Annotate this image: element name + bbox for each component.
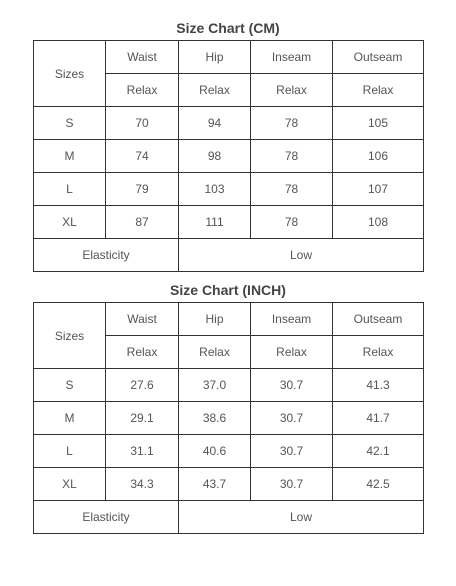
table-cell: 31.1 [106, 435, 179, 468]
column-header: Waist [106, 41, 179, 74]
table-row [34, 107, 424, 140]
column-header: Waist [106, 303, 179, 336]
fit-cell: Relax [179, 336, 251, 369]
table-cell: 30.7 [251, 402, 333, 435]
elasticity-value: Low [179, 239, 424, 272]
table-cell: 106 [333, 140, 424, 173]
table-cell: 98 [179, 140, 251, 173]
table-row [34, 173, 424, 206]
table-cell: 107 [333, 173, 424, 206]
table-row [34, 435, 424, 468]
fit-cell: Relax [333, 74, 424, 107]
table-row [34, 140, 424, 173]
sizes-header: Sizes [34, 303, 106, 369]
table-cell: 27.6 [106, 369, 179, 402]
elasticity-row [34, 501, 424, 534]
table-cell: 37.0 [179, 369, 251, 402]
table-cell: 70 [106, 107, 179, 140]
elasticity-row [34, 239, 424, 272]
fit-cell: Relax [106, 74, 179, 107]
size-label: M [34, 402, 106, 435]
column-header: Hip [179, 303, 251, 336]
table-cell: 108 [333, 206, 424, 239]
fit-cell: Relax [179, 74, 251, 107]
column-header: Inseam [251, 303, 333, 336]
table-cell: 30.7 [251, 468, 333, 501]
size-label: XL [34, 206, 106, 239]
sizes-header: Sizes [34, 41, 106, 107]
table-cell: 79 [106, 173, 179, 206]
size-label: L [34, 435, 106, 468]
table-row [34, 402, 424, 435]
table-cell: 38.6 [179, 402, 251, 435]
table-cell: 111 [179, 206, 251, 239]
fit-cell: Relax [251, 336, 333, 369]
size-chart-cm-title: Size Chart (CM) [176, 20, 280, 36]
fit-cell: Relax [333, 336, 424, 369]
table-cell: 29.1 [106, 402, 179, 435]
table-cell: 42.5 [333, 468, 424, 501]
fit-cell: Relax [251, 74, 333, 107]
table-cell: 78 [251, 107, 333, 140]
header-row [34, 303, 424, 336]
column-header: Hip [179, 41, 251, 74]
table-cell: 40.6 [179, 435, 251, 468]
size-chart-inch-table [33, 302, 424, 534]
table-cell: 87 [106, 206, 179, 239]
table-cell: 78 [251, 173, 333, 206]
size-label: S [34, 107, 106, 140]
size-label: XL [34, 468, 106, 501]
table-cell: 78 [251, 140, 333, 173]
table-cell: 30.7 [251, 369, 333, 402]
table-cell: 41.3 [333, 369, 424, 402]
table-row [34, 468, 424, 501]
table-row [34, 369, 424, 402]
size-label: M [34, 140, 106, 173]
column-header: Inseam [251, 41, 333, 74]
elasticity-value: Low [179, 501, 424, 534]
table-cell: 94 [179, 107, 251, 140]
column-header: Outseam [333, 41, 424, 74]
table-cell: 78 [251, 206, 333, 239]
table-cell: 42.1 [333, 435, 424, 468]
table-cell: 30.7 [251, 435, 333, 468]
fit-cell: Relax [106, 336, 179, 369]
header-row [34, 41, 424, 74]
table-row [34, 206, 424, 239]
table-cell: 41.7 [333, 402, 424, 435]
table-cell: 43.7 [179, 468, 251, 501]
column-header: Outseam [333, 303, 424, 336]
size-label: L [34, 173, 106, 206]
table-cell: 105 [333, 107, 424, 140]
table-cell: 34.3 [106, 468, 179, 501]
size-label: S [34, 369, 106, 402]
table-cell: 74 [106, 140, 179, 173]
elasticity-label: Elasticity [34, 501, 179, 534]
size-chart-cm-table [33, 40, 424, 272]
table-cell: 103 [179, 173, 251, 206]
size-chart-inch-title: Size Chart (INCH) [170, 282, 286, 298]
elasticity-label: Elasticity [34, 239, 179, 272]
